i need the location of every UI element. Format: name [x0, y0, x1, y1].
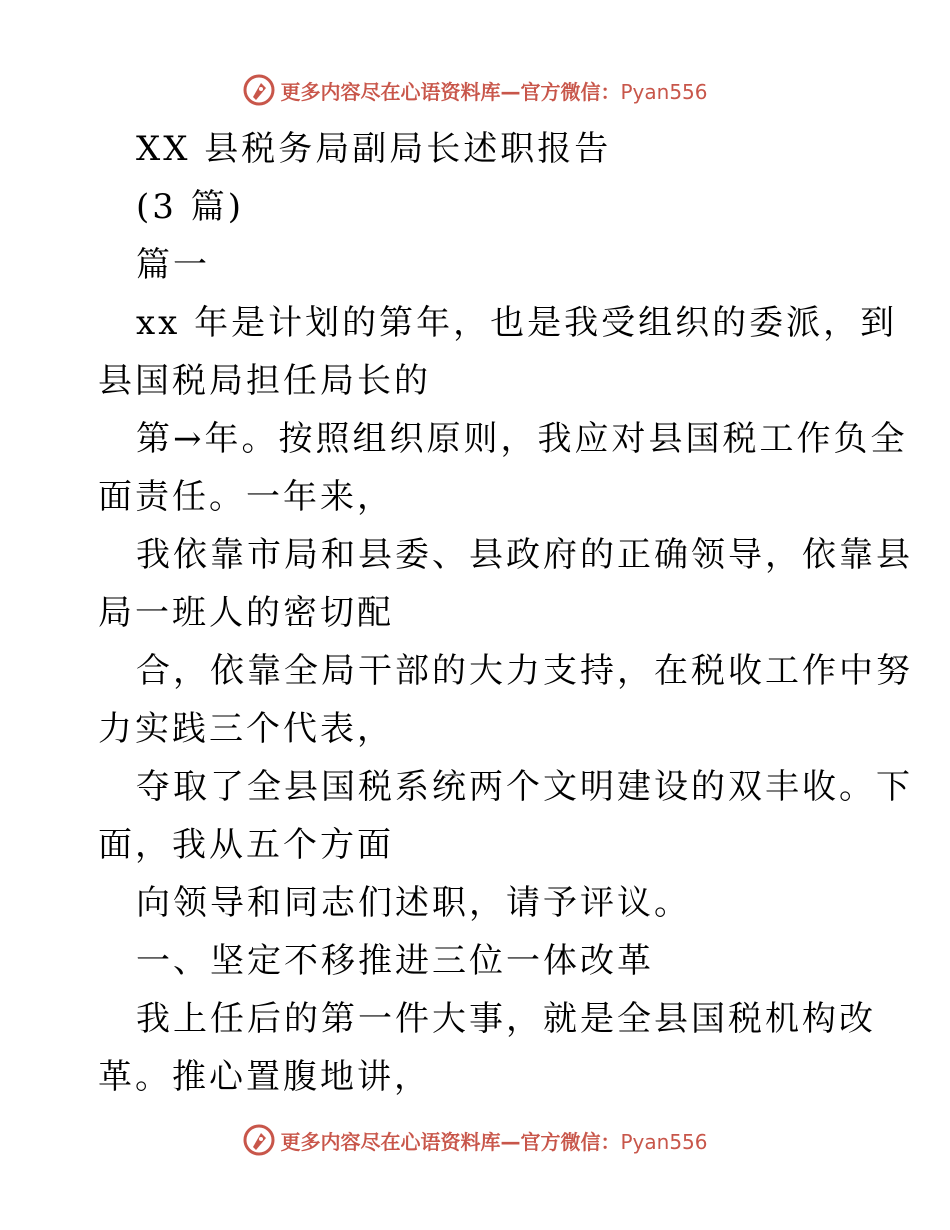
text-line: 第→年。按照组织原则，我应对县国税工作负全: [136, 419, 908, 459]
text-line: 我上任后的第一件大事，就是全县国税机构改: [136, 999, 876, 1039]
document-body: [98, 120, 913, 1106]
text-line: 合，依靠全局干部的大力支持，在税收工作中努: [136, 651, 913, 691]
text-line: (3 篇): [136, 187, 244, 227]
watermark-text: 更多内容尽在心语资料库—官方微信：Pyan556: [280, 1129, 708, 1154]
text-line: 向领导和同志们述职，请予评议。: [136, 883, 691, 923]
text-line: 面责任。一年来，: [98, 477, 394, 517]
text-line: 革。推心置腹地讲，: [98, 1057, 431, 1097]
text-line: 力实践三个代表，: [98, 709, 394, 749]
watermark-footer: [0, 1120, 950, 1160]
text-line: 夺取了全县国税系统两个文明建设的双丰收。下: [136, 767, 913, 807]
text-line: 县国税局担任局长的: [98, 361, 431, 401]
text-line: XX 县税务局副局长述职报告: [136, 129, 612, 169]
text-line: 一、坚定不移推进三位一体改革: [136, 941, 654, 981]
text-line: 篇一: [136, 245, 210, 285]
text-line: 我依靠市局和县委、县政府的正确领导，依靠县: [136, 535, 913, 575]
pen-nib-logo-icon: [242, 73, 276, 107]
text-line: 面，我从五个方面: [98, 825, 394, 865]
watermark-text: 更多内容尽在心语资料库—官方微信：Pyan556: [280, 79, 708, 104]
text-line: xx 年是计划的第年，也是我受组织的委派，到: [136, 303, 898, 343]
pen-nib-logo-icon: [242, 1123, 276, 1157]
text-line: 局一班人的密切配: [98, 593, 394, 633]
watermark-header: [0, 70, 950, 110]
